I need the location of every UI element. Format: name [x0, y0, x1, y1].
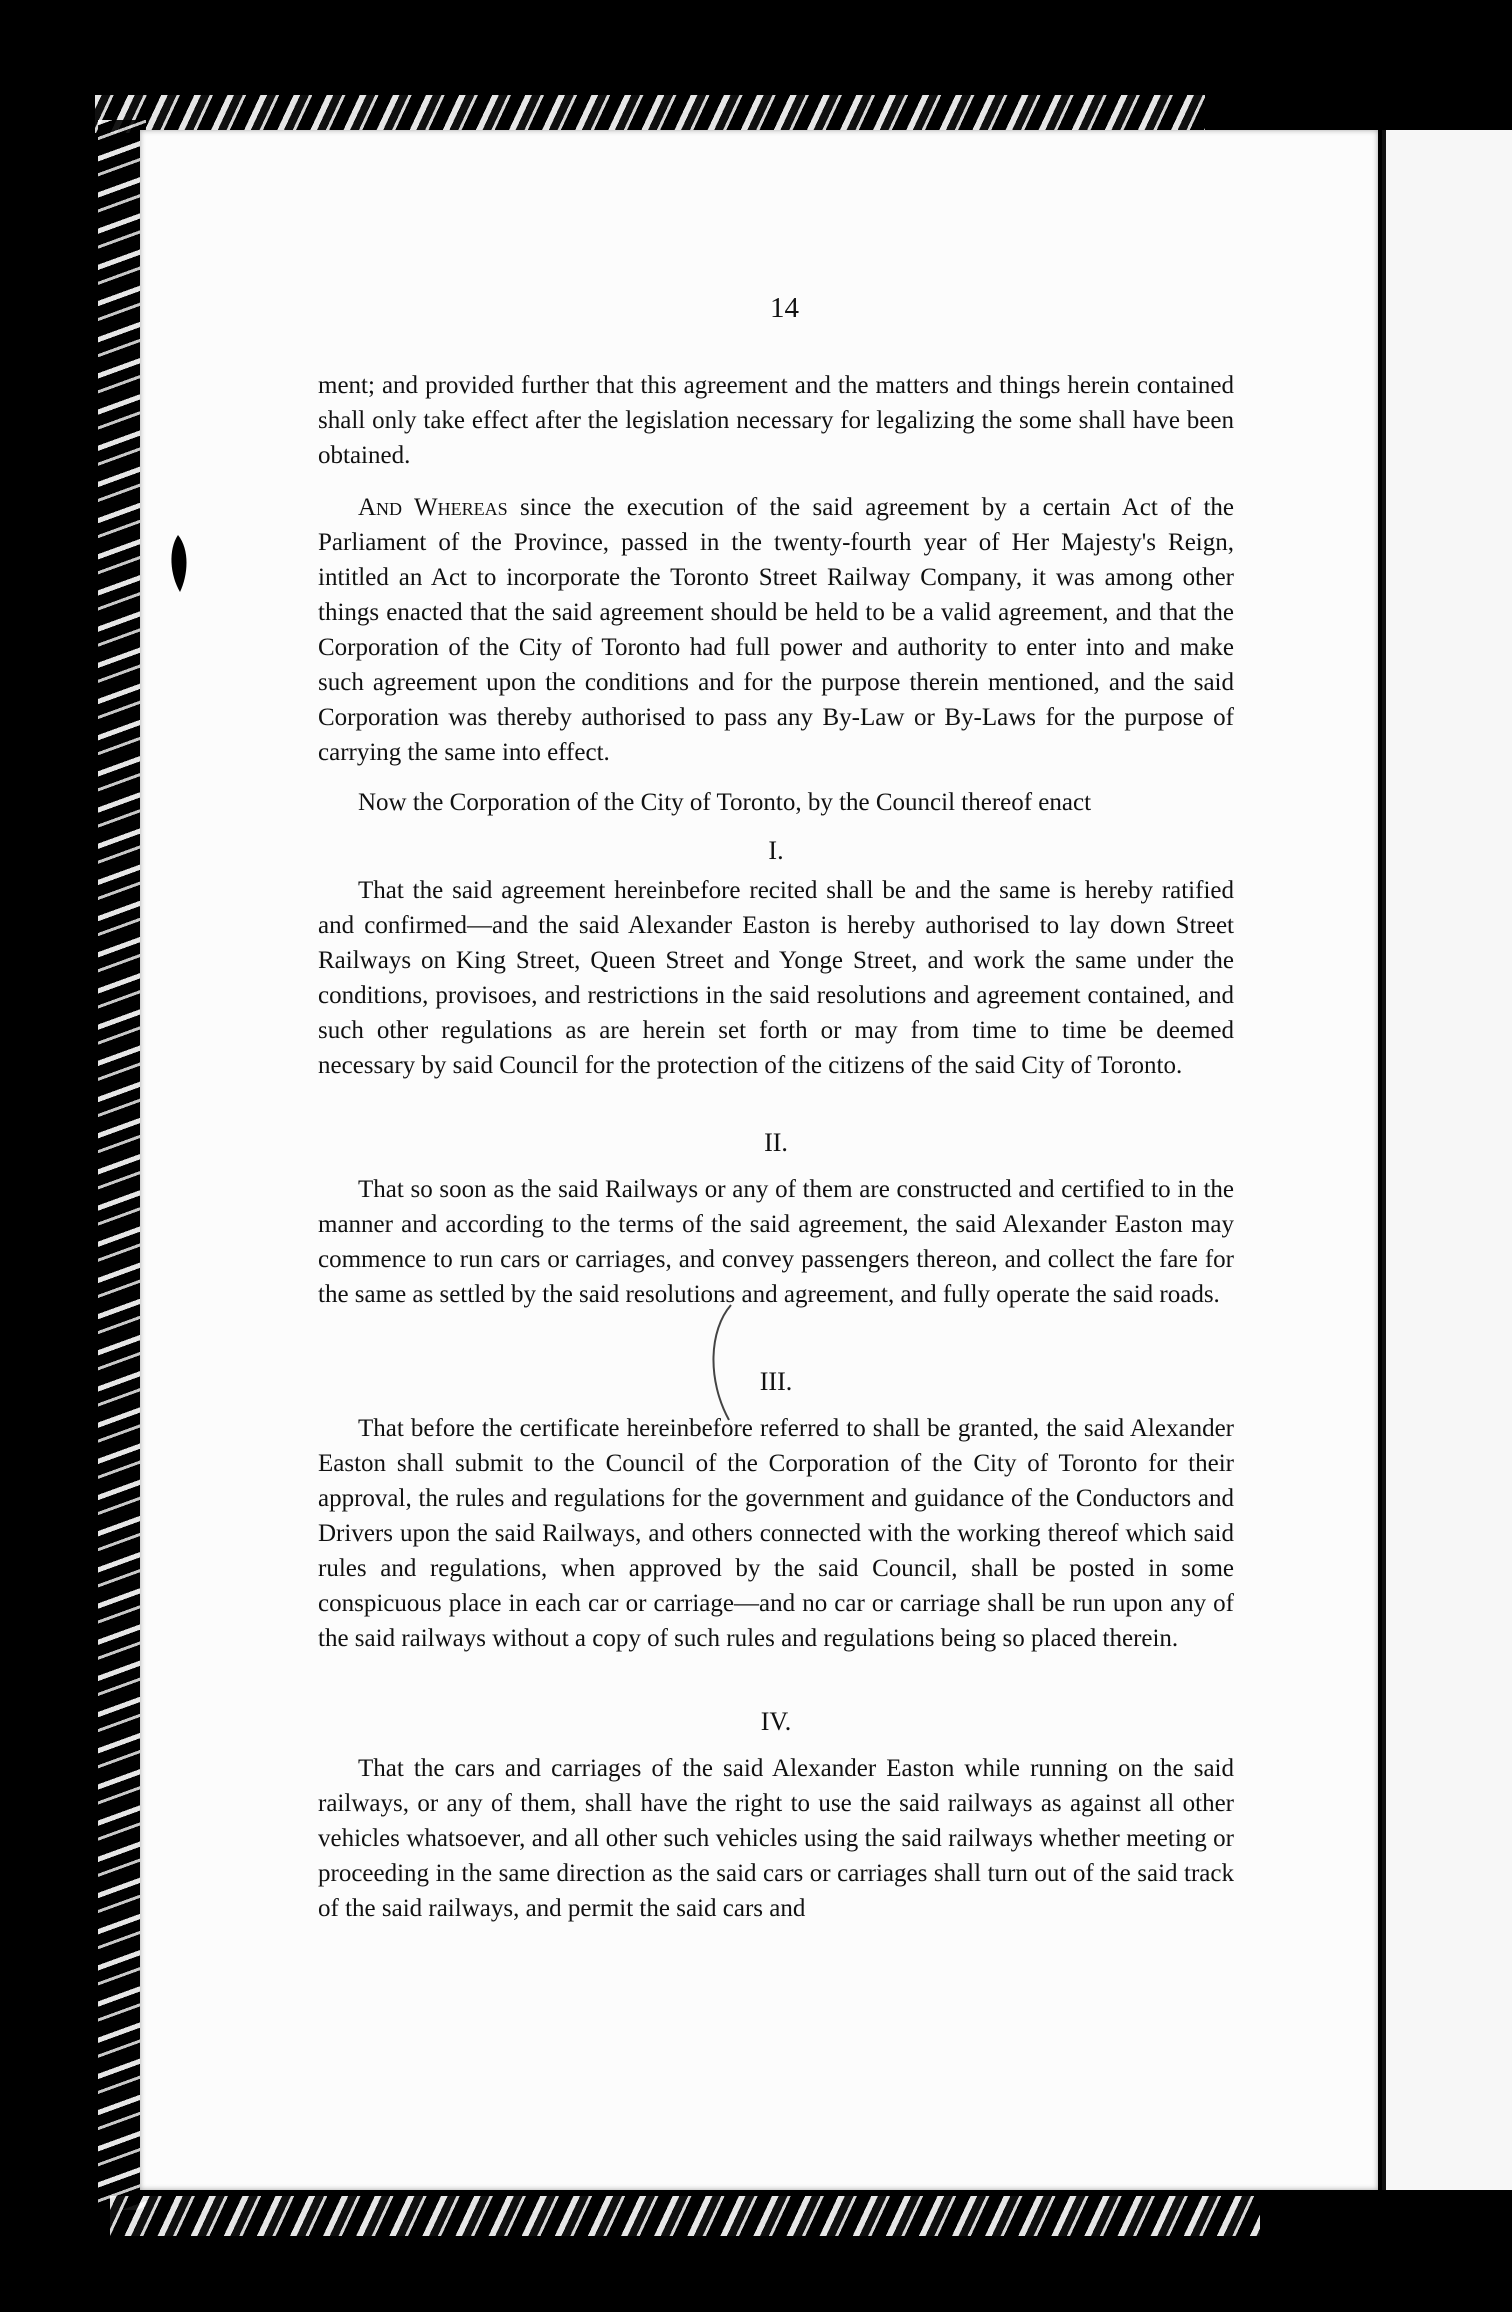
section-3-text: That before the certificate hereinbefore referred to shall be granted, the said Alexander Easton shall submit to the Council of the Corporation of the City of Toronto for their approval, the rules and regulations for the government and guidance of the Conductors and Drivers upon the said Railways, and others connected with the working thereof which said rules and regulations, when approved by the said Council, shall be posted in some conspicuous place in each car or carriage—and no car or carriage shall be run upon any of the said railways without a copy of such rules and regulations being so placed therein.	[318, 1415, 1234, 1652]
pencil-bracket-mark	[705, 1300, 735, 1430]
section-heading-3: III.	[759, 1367, 793, 1396]
section-heading-2: II.	[764, 1128, 788, 1157]
adjacent-page-edge	[1382, 130, 1512, 2190]
section-4-text: That the cars and carriages of the said Alexander Easton while running on the said railways, or any of them, shall have the right to use the said railways as against all other vehicles whatsoever, and all other such vehicles using the said railways whether meeting or proceeding in the same direction as the said cars or carriages shall turn out of the said track of the said railways, and permit the said cars and	[318, 1755, 1234, 1922]
ink-blot-mark	[160, 530, 200, 600]
whereas-lead: And Whereas	[358, 494, 508, 521]
marbled-edge-left	[98, 120, 146, 2210]
paragraph-whereas	[318, 490, 1234, 770]
section-1-text: That the said agreement hereinbefore recited shall be and the same is hereby ratified and confirmed—and the said Alexander Easton is hereby authorised to lay down Street Railways on King Street, Queen Street and Yonge Street, and work the same under the conditions, provisoes, and restrictions in the said resolutions and agreement contained, and such other regulations as are herein set forth or may from time to time be deemed necessary by said Council for the protection of the citizens of the said City of Toronto.	[318, 877, 1234, 1079]
marbled-edge-top	[95, 95, 1205, 133]
page-number: 14	[770, 292, 799, 324]
marbled-edge-bottom	[110, 2196, 1260, 2236]
paragraph-continued: ment; and provided further that this agreement and the matters and things herein contained shall only take effect after the legislation necessary for legalizing the some shall have been obtained.	[318, 372, 1234, 469]
section-heading-4: IV.	[760, 1707, 792, 1736]
paragraph-enact: Now the Corporation of the City of Toronto, by the Council thereof enact	[358, 789, 1092, 816]
section-2-text: That so soon as the said Railways or any of them are constructed and certified to in the manner and according to the terms of the said agreement, the said Alexander Easton may commence to run cars or carriages, and convey passengers thereon, and collect the fare for the same as settled by the said resolutions and agreement, and fully operate the said roads.	[318, 1176, 1234, 1308]
whereas-text: since the execution of the said agreement by a certain Act of the Parliament of the Province, passed in the twenty-fourth year of Her Majesty's Reign, intitled an Act to incorporate the Toronto Street Railway Company, it was among other things enacted that the said agreement should be held to be a valid agreement, and that the Corporation of the City of Toronto had full power and authority to enter into and make such agreement upon the conditions and for the purpose therein mentioned, and the said Corporation was thereby authorised to pass any By-Law or By-Laws for the purpose of carrying the same into effect.	[318, 494, 1235, 766]
section-heading-1: I.	[768, 836, 784, 865]
